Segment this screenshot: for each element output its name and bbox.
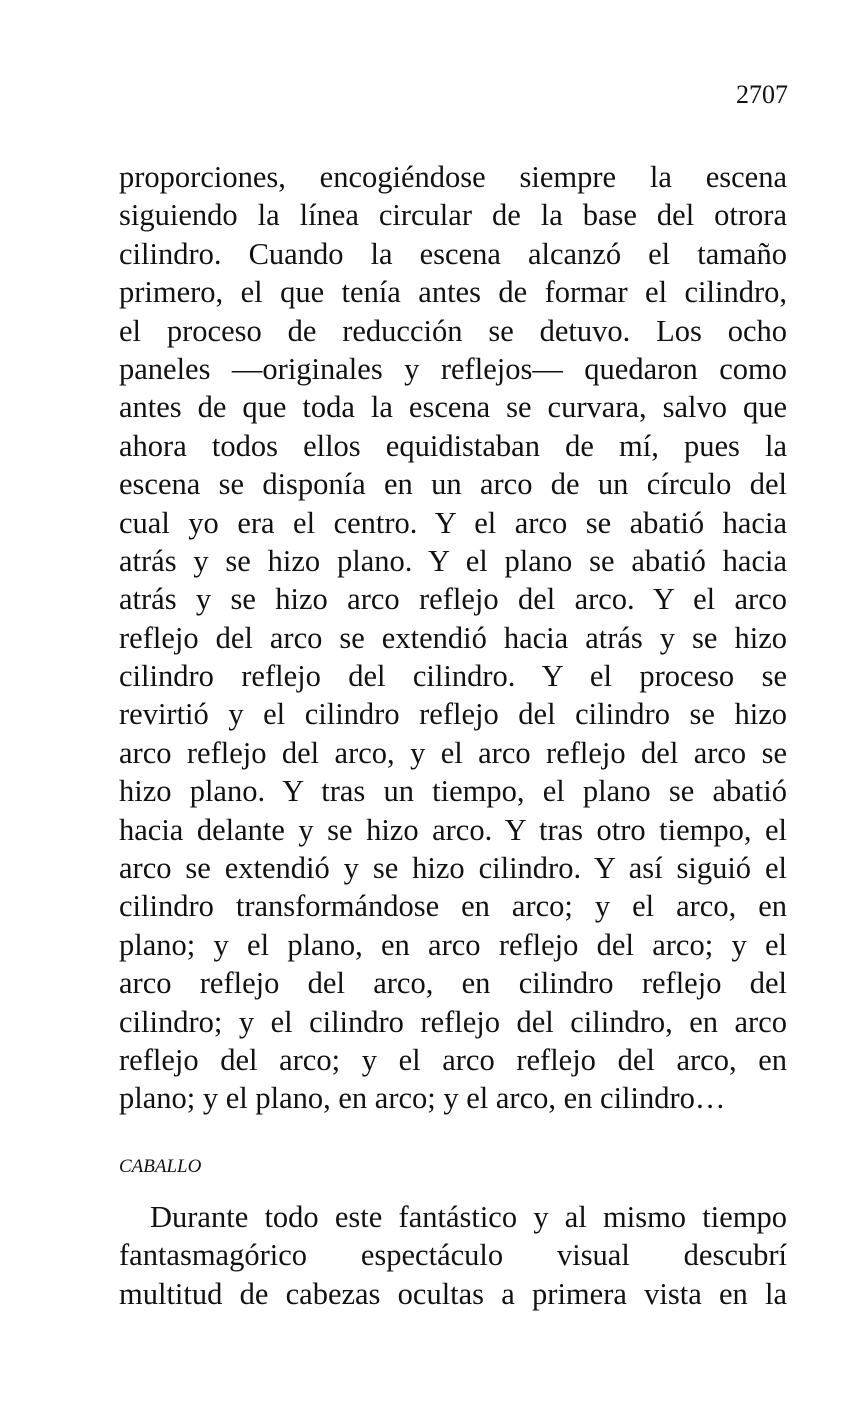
text-line: ahora todos ellos equidistaban de mí, pues la: [119, 428, 787, 463]
text-line: hizo plano. Y tras un tiempo, el plano se abatió: [119, 774, 787, 809]
text-line: primero, el que tenía antes de formar el cilindro,: [119, 275, 787, 310]
text-line: arco se extendió y se hizo cilindro. Y así siguió el: [119, 851, 787, 886]
text-line: Durante todo este fantástico y al mismo tiempo: [150, 1200, 787, 1234]
text-line: antes de que toda la escena se curvara, salvo que: [119, 390, 787, 425]
main-paragraph: [119, 158, 787, 1118]
page-number: 2707: [736, 80, 788, 109]
text-line: siguiendo la línea circular de la base del otrora: [119, 198, 787, 233]
text-line: paneles —originales y reflejos— quedaron como: [119, 351, 787, 386]
text-line: reflejo del arco se extendió hacia atrás y se hizo: [119, 620, 787, 655]
text-line: arco reflejo del arco, en cilindro reflejo del: [119, 966, 787, 1001]
text-line: cilindro transformándose en arco; y el arco, en: [119, 889, 787, 924]
text-line: cual yo era el centro. Y el arco se abatió hacia: [119, 505, 787, 540]
section-heading: CABALLO: [119, 1156, 202, 1177]
text-line: proporciones, encogiéndose siempre la escena: [119, 160, 787, 194]
section-paragraph: [119, 1198, 787, 1313]
text-line: revirtió y el cilindro reflejo del cilindro se hizo: [119, 697, 787, 732]
text-line: fantasmagórico espectáculo visual descubrí: [119, 1238, 787, 1273]
text-line: reflejo del arco; y el arco reflejo del arco, en: [119, 1042, 787, 1077]
text-line: plano; y el plano, en arco; y el arco, en cilindro…: [119, 1081, 726, 1116]
text-line: el proceso de reducción se detuvo. Los ocho: [119, 313, 787, 348]
text-line: cilindro reflejo del cilindro. Y el proceso se: [119, 659, 787, 694]
text-line: multitud de cabezas ocultas a primera vista en la: [119, 1276, 787, 1311]
text-line: plano; y el plano, en arco reflejo del arco; y el: [119, 927, 787, 962]
text-line: atrás y se hizo plano. Y el plano se abatió hacia: [119, 543, 787, 578]
text-line: cilindro. Cuando la escena alcanzó el tamaño: [119, 236, 787, 271]
text-line: cilindro; y el cilindro reflejo del cilindro, en arco: [119, 1004, 787, 1039]
text-line: atrás y se hizo arco reflejo del arco. Y el arco: [119, 582, 787, 617]
text-line: hacia delante y se hizo arco. Y tras otro tiempo, el: [119, 812, 787, 847]
text-line: arco reflejo del arco, y el arco reflejo del arco se: [119, 735, 787, 770]
text-line: escena se disponía en un arco de un círculo del: [119, 467, 787, 502]
